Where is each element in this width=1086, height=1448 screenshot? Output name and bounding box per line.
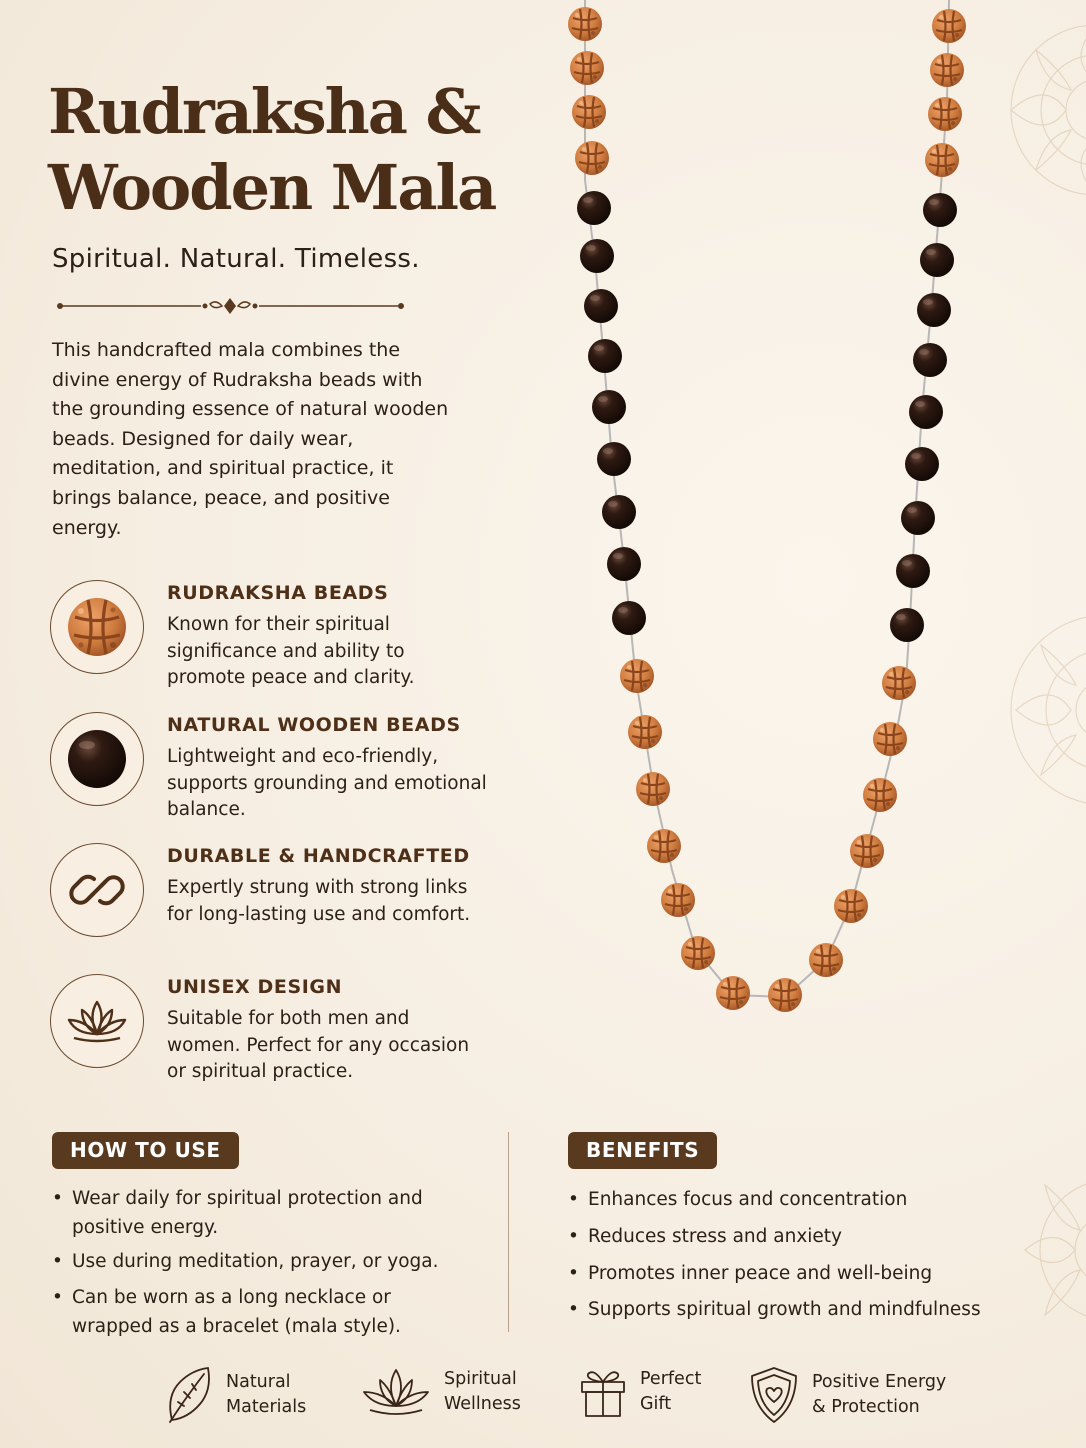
badge-perfect-gift <box>578 1366 701 1418</box>
lotus-icon <box>50 974 144 1068</box>
badge-label: Positive Energy & Protection <box>812 1372 947 1417</box>
badge-label: Natural Materials <box>226 1372 307 1417</box>
title-line-1: Rudraksha & <box>48 75 480 148</box>
feature-title: RUDRAKSHA BEADS <box>167 582 389 604</box>
badge-spiritual-wellness <box>360 1366 521 1418</box>
feature-durable-handcrafted <box>50 843 490 953</box>
wooden-bead-icon <box>50 712 144 806</box>
list-item: • Enhances focus and concentration <box>568 1185 998 1214</box>
benefits-label: BENEFITS <box>568 1132 717 1169</box>
badge-positive-energy <box>748 1366 946 1424</box>
feature-title: DURABLE & HANDCRAFTED <box>167 845 470 867</box>
rudraksha-bead-icon <box>50 580 144 674</box>
mandala-decoration-middle <box>996 580 1086 840</box>
feature-description: Suitable for both men and women. Perfect for any occasion or spiritual practice. <box>167 1008 470 1082</box>
intro-paragraph: This handcrafted mala combines the divine energy of Rudraksha beads with the grounding essence of natural wooden beads. Designed for daily wear, meditation, and spiritual practice, it brings balance, peace, and positive energy. <box>52 339 449 539</box>
list-item: • Can be worn as a long necklace or wrapped as a bracelet (mala style). <box>52 1283 472 1341</box>
section-divider <box>508 1132 509 1332</box>
page-title <box>48 74 508 226</box>
feature-rudraksha-beads <box>50 580 490 690</box>
feature-unisex-design <box>50 974 490 1084</box>
tagline: Spiritual. Natural. Timeless. <box>52 244 420 274</box>
chain-link-icon <box>50 843 144 937</box>
how-to-use-label: HOW TO USE <box>52 1132 239 1169</box>
feature-description: Expertly strung with strong links for long-lasting use and comfort. <box>167 877 471 925</box>
benefits-list <box>568 1185 998 1324</box>
feature-title: UNISEX DESIGN <box>167 976 343 998</box>
how-to-use-list <box>52 1184 472 1341</box>
gift-icon <box>578 1366 628 1418</box>
shield-icon <box>748 1366 800 1424</box>
mala-necklace-illustration <box>520 0 990 1030</box>
title-line-2: Wooden Mala <box>48 151 496 224</box>
list-item: • Wear daily for spiritual protection and positive energy. <box>52 1184 472 1242</box>
feature-natural-wooden-beads <box>50 712 490 822</box>
list-item: • Promotes inner peace and well-being <box>568 1259 998 1288</box>
lotus-icon <box>360 1366 432 1418</box>
list-item: • Reduces stress and anxiety <box>568 1222 998 1251</box>
badge-label: Spiritual Wellness <box>444 1369 521 1414</box>
feature-description: Lightweight and eco-friendly, supports grounding and emotional balance. <box>167 746 487 820</box>
ornamental-divider <box>56 294 406 318</box>
feature-title: NATURAL WOODEN BEADS <box>167 714 461 736</box>
leaf-icon <box>164 1366 214 1424</box>
list-item: • Supports spiritual growth and mindfulness <box>568 1295 998 1324</box>
list-item: • Use during meditation, prayer, or yoga. <box>52 1247 472 1276</box>
badge-natural-materials <box>164 1366 306 1424</box>
mandala-decoration-bottom <box>1000 1140 1086 1360</box>
badge-label: Perfect Gift <box>640 1369 702 1414</box>
feature-description: Known for their spiritual significance and ability to promote peace and clarity. <box>167 614 415 688</box>
